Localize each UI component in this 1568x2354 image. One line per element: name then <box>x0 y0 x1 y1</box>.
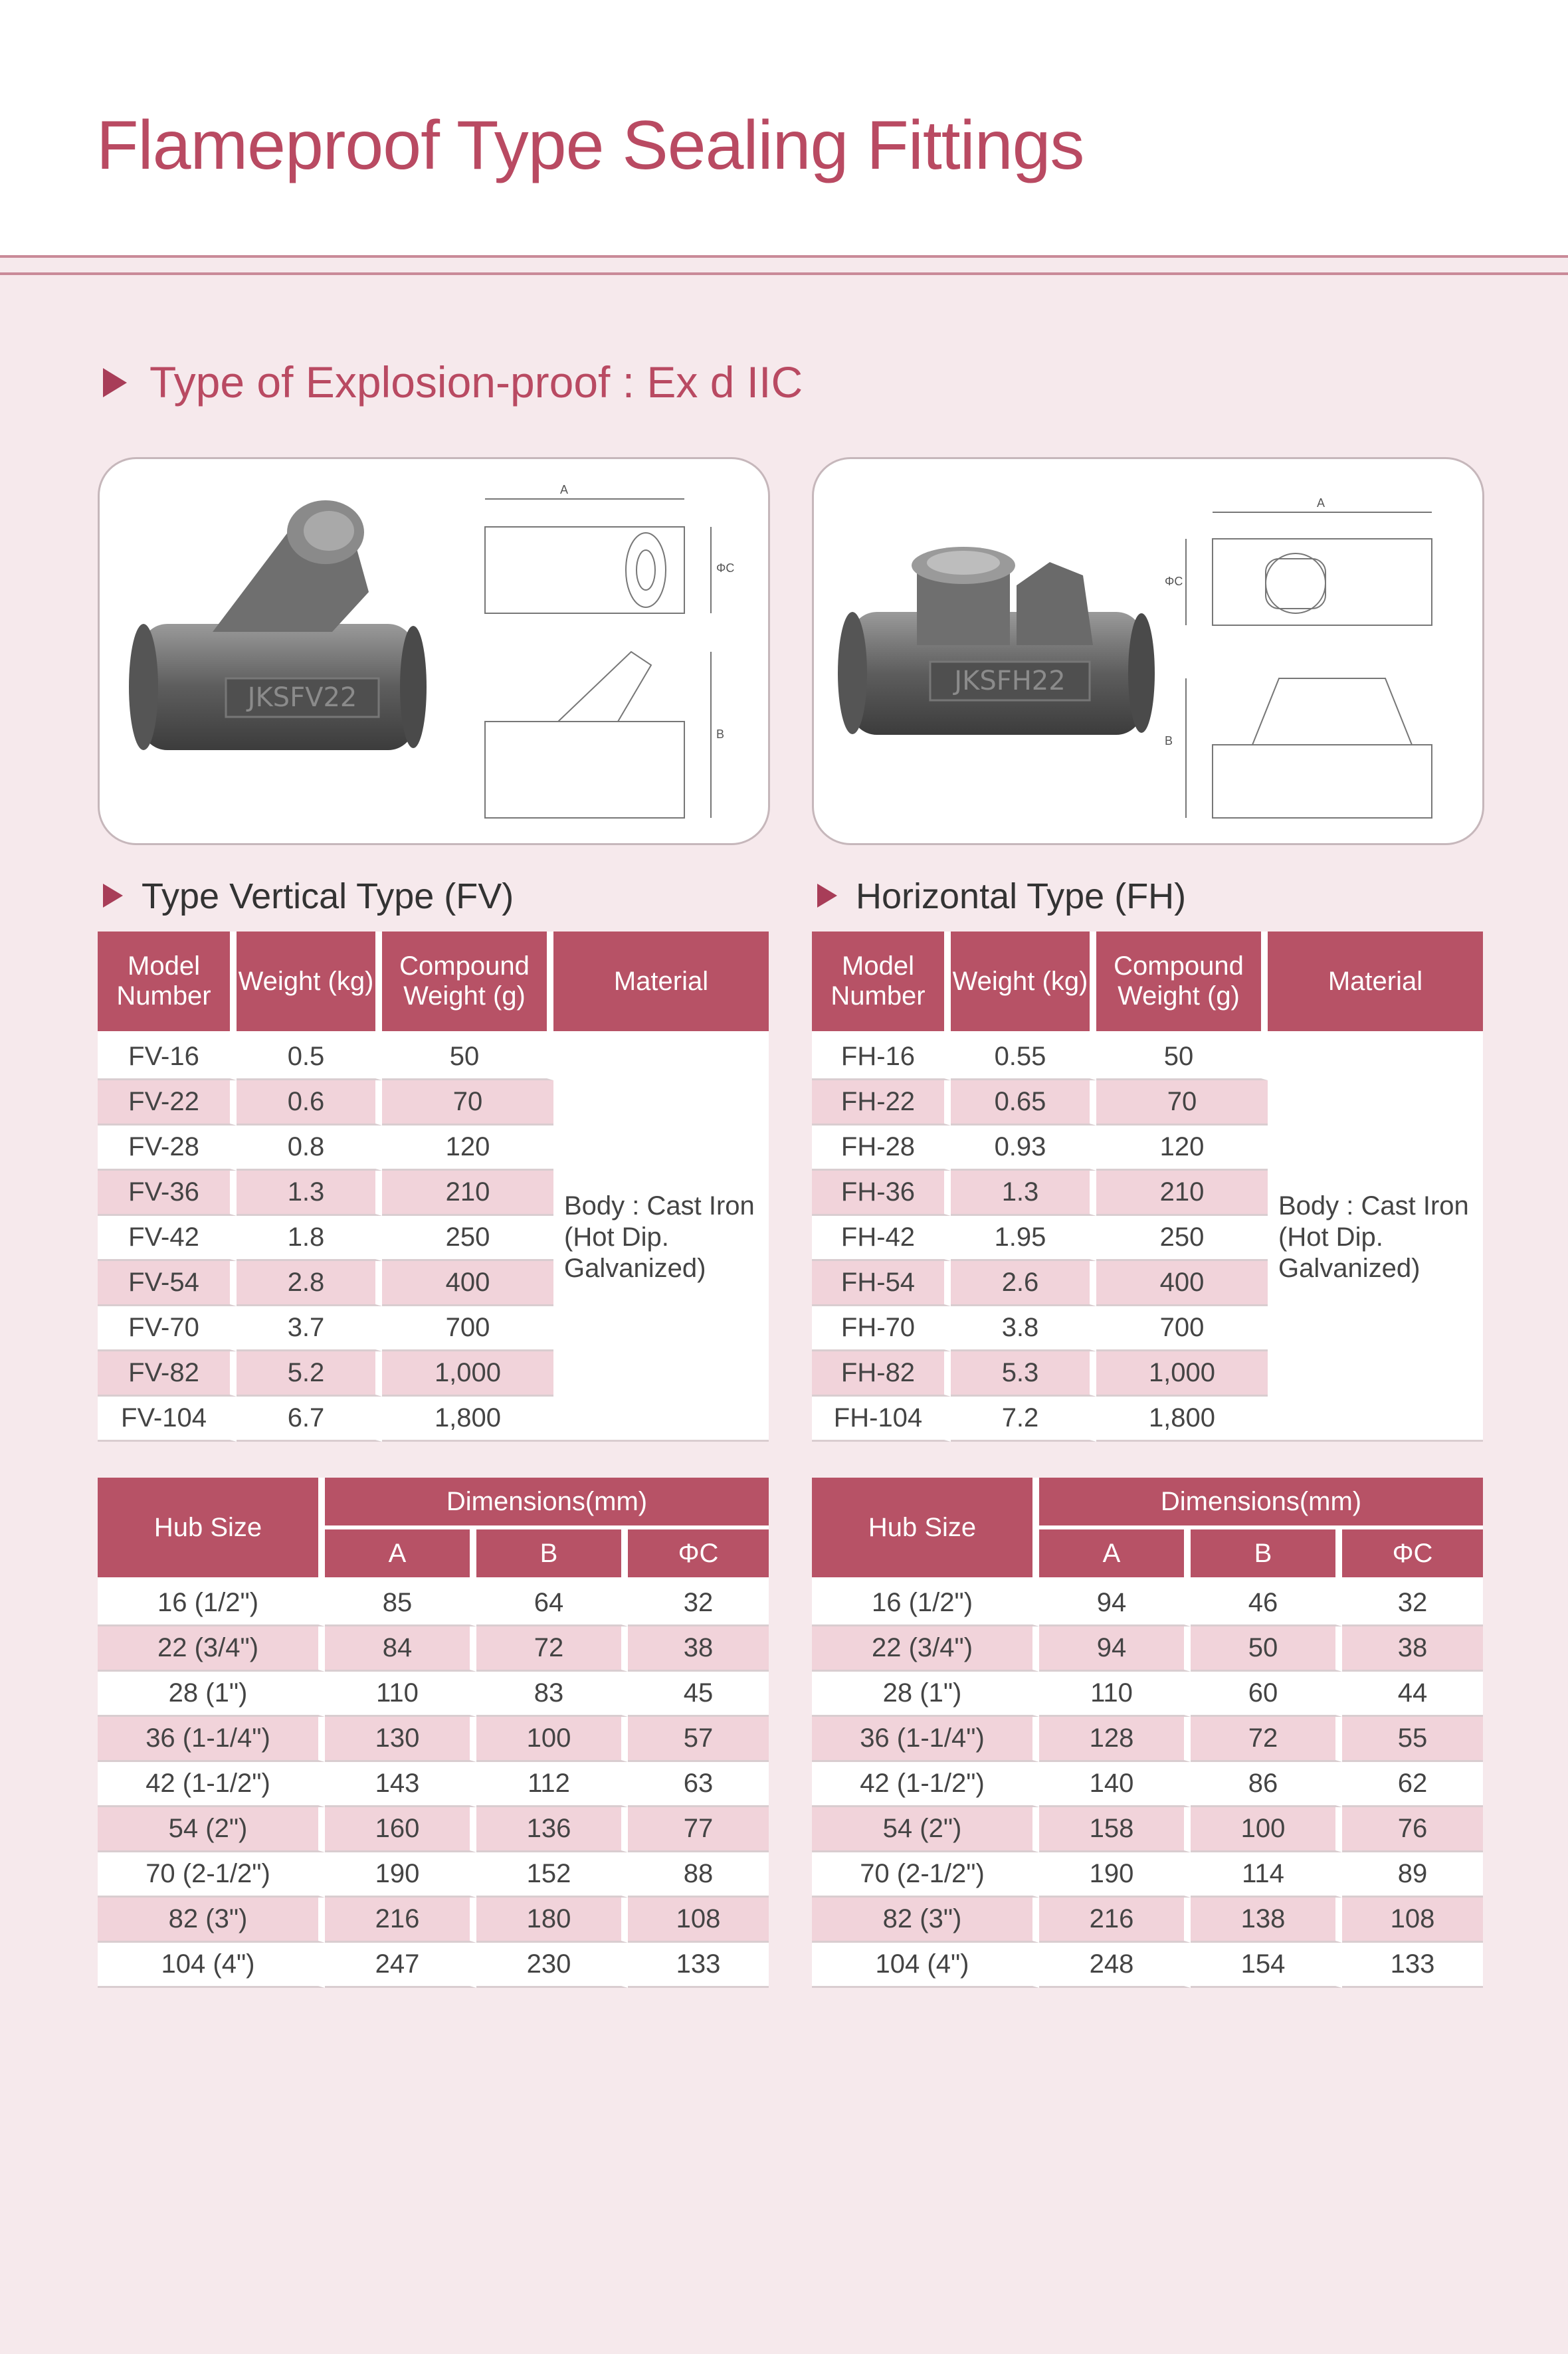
col-header-model: Model Number <box>98 932 237 1035</box>
dim-c-cell: 76 <box>1342 1807 1483 1852</box>
compound-cell: 70 <box>382 1080 553 1126</box>
fh-dimension-drawing <box>1165 496 1432 818</box>
dim-c-cell: 88 <box>628 1852 769 1898</box>
material-cell: Body : Cast Iron (Hot Dip. Galvanized) <box>553 1035 769 1442</box>
model-cell: FH-16 <box>812 1035 951 1080</box>
compound-cell: 1,800 <box>382 1397 553 1442</box>
dim-b-cell: 46 <box>1191 1581 1342 1626</box>
col-header-dimensions: Dimensions(mm) <box>325 1478 769 1529</box>
compound-cell: 1,800 <box>1096 1397 1268 1442</box>
weight-cell: 1.8 <box>237 1216 382 1261</box>
dim-a-cell: 94 <box>1039 1581 1191 1626</box>
model-cell: FV-16 <box>98 1035 237 1080</box>
col-header-dimensions: Dimensions(mm) <box>1039 1478 1483 1529</box>
svg-text:A: A <box>560 483 569 496</box>
col-header-hub-size: Hub Size <box>812 1478 1039 1581</box>
model-cell: FV-42 <box>98 1216 237 1261</box>
dim-c-cell: 32 <box>628 1581 769 1626</box>
dim-b-cell: 152 <box>476 1852 628 1898</box>
col-header-a: A <box>1039 1529 1191 1581</box>
compound-cell: 1,000 <box>1096 1351 1268 1397</box>
dim-b-cell: 136 <box>476 1807 628 1852</box>
table-row <box>98 1943 769 1988</box>
table-row <box>98 1581 769 1626</box>
dim-c-cell: 38 <box>1342 1626 1483 1672</box>
svg-text:JKSFH22: JKSFH22 <box>954 666 1066 696</box>
dim-c-cell: 62 <box>1342 1762 1483 1807</box>
model-cell: FH-36 <box>812 1171 951 1216</box>
hub-size-cell: 28 (1") <box>98 1672 325 1717</box>
triangle-bullet-icon <box>103 884 123 908</box>
col-header-c: ΦC <box>628 1529 769 1581</box>
dim-b-cell: 64 <box>476 1581 628 1626</box>
fv-spec-table <box>98 932 769 1442</box>
col-header-material: Material <box>1268 932 1483 1035</box>
model-cell: FH-28 <box>812 1126 951 1171</box>
model-cell: FV-36 <box>98 1171 237 1216</box>
model-cell: FH-70 <box>812 1306 951 1351</box>
dim-c-cell: 45 <box>628 1672 769 1717</box>
hub-size-cell: 36 (1-1/4") <box>98 1717 325 1762</box>
compound-cell: 400 <box>1096 1261 1268 1306</box>
triangle-bullet-icon <box>103 368 127 397</box>
col-header-a: A <box>325 1529 476 1581</box>
dim-a-cell: 190 <box>1039 1852 1191 1898</box>
dim-c-cell: 133 <box>1342 1943 1483 1988</box>
dim-a-cell: 130 <box>325 1717 476 1762</box>
dim-a-cell: 110 <box>325 1672 476 1717</box>
svg-text:ΦC: ΦC <box>716 561 735 575</box>
weight-cell: 0.93 <box>951 1126 1096 1171</box>
hub-size-cell: 54 (2") <box>812 1807 1039 1852</box>
dim-a-cell: 140 <box>1039 1762 1191 1807</box>
table-row <box>812 1898 1483 1943</box>
dim-b-cell: 86 <box>1191 1762 1342 1807</box>
model-cell: FV-104 <box>98 1397 237 1442</box>
weight-cell: 1.95 <box>951 1216 1096 1261</box>
page-header <box>0 0 1568 255</box>
dim-a-cell: 143 <box>325 1762 476 1807</box>
weight-cell: 7.2 <box>951 1397 1096 1442</box>
fh-dimensions-table <box>812 1478 1483 1988</box>
hub-size-cell: 42 (1-1/2") <box>98 1762 325 1807</box>
weight-cell: 0.65 <box>951 1080 1096 1126</box>
table-row <box>812 1626 1483 1672</box>
model-cell: FV-70 <box>98 1306 237 1351</box>
compound-cell: 700 <box>1096 1306 1268 1351</box>
weight-cell: 6.7 <box>237 1397 382 1442</box>
weight-cell: 0.8 <box>237 1126 382 1171</box>
fh-product-image-panel <box>812 457 1484 845</box>
hub-size-cell: 82 (3") <box>98 1898 325 1943</box>
svg-text:ΦC: ΦC <box>1165 575 1183 588</box>
model-cell: FV-22 <box>98 1080 237 1126</box>
model-cell: FH-82 <box>812 1351 951 1397</box>
col-header-c: ΦC <box>1342 1529 1483 1581</box>
table-row <box>98 1717 769 1762</box>
weight-cell: 3.7 <box>237 1306 382 1351</box>
fh-spec-table <box>812 932 1483 1442</box>
dim-a-cell: 94 <box>1039 1626 1191 1672</box>
table-row <box>812 1717 1483 1762</box>
col-header-weight: Weight (kg) <box>951 932 1096 1035</box>
fv-dimensions-table <box>98 1478 769 1988</box>
col-header-weight: Weight (kg) <box>237 932 382 1035</box>
hub-size-cell: 22 (3/4") <box>812 1626 1039 1672</box>
col-header-compound: Compound Weight (g) <box>1096 932 1268 1035</box>
weight-cell: 2.8 <box>237 1261 382 1306</box>
dim-a-cell: 190 <box>325 1852 476 1898</box>
dim-c-cell: 57 <box>628 1717 769 1762</box>
compound-cell: 250 <box>382 1216 553 1261</box>
weight-cell: 5.2 <box>237 1351 382 1397</box>
dim-a-cell: 85 <box>325 1581 476 1626</box>
fv-product-image-panel <box>98 457 770 845</box>
hub-size-cell: 104 (4") <box>98 1943 325 1988</box>
dim-c-cell: 44 <box>1342 1672 1483 1717</box>
dim-a-cell: 128 <box>1039 1717 1191 1762</box>
dim-b-cell: 180 <box>476 1898 628 1943</box>
divider-line <box>0 255 1568 258</box>
hub-size-cell: 104 (4") <box>812 1943 1039 1988</box>
col-header-b: B <box>1191 1529 1342 1581</box>
compound-cell: 400 <box>382 1261 553 1306</box>
dim-c-cell: 108 <box>1342 1898 1483 1943</box>
model-cell: FV-54 <box>98 1261 237 1306</box>
dim-c-cell: 77 <box>628 1807 769 1852</box>
table-row <box>812 1672 1483 1717</box>
hub-size-cell: 82 (3") <box>812 1898 1039 1943</box>
section-heading-text: Type of Explosion-proof : Ex d IIC <box>149 357 803 407</box>
model-cell: FV-28 <box>98 1126 237 1171</box>
dim-b-cell: 50 <box>1191 1626 1342 1672</box>
table-row <box>812 1807 1483 1852</box>
weight-cell: 0.5 <box>237 1035 382 1080</box>
fv-subheading-text: Type Vertical Type (FV) <box>142 876 514 916</box>
weight-cell: 5.3 <box>951 1351 1096 1397</box>
model-cell: FH-54 <box>812 1261 951 1306</box>
compound-cell: 120 <box>1096 1126 1268 1171</box>
table-row <box>812 1762 1483 1807</box>
table-row <box>98 1807 769 1852</box>
compound-cell: 70 <box>1096 1080 1268 1126</box>
table-row <box>812 1581 1483 1626</box>
dim-c-cell: 38 <box>628 1626 769 1672</box>
fh-subheading <box>817 876 1186 917</box>
weight-cell: 3.8 <box>951 1306 1096 1351</box>
compound-cell: 210 <box>1096 1171 1268 1216</box>
fv-product-illustration <box>100 459 768 843</box>
fh-fitting-photo <box>838 547 1155 735</box>
dim-a-cell: 216 <box>1039 1898 1191 1943</box>
dim-b-cell: 83 <box>476 1672 628 1717</box>
fv-subheading <box>103 876 514 917</box>
model-cell: FH-22 <box>812 1080 951 1126</box>
hub-size-cell: 16 (1/2") <box>812 1581 1039 1626</box>
col-header-hub-size: Hub Size <box>98 1478 325 1581</box>
dim-c-cell: 63 <box>628 1762 769 1807</box>
divider-line <box>0 272 1568 275</box>
col-header-model: Model Number <box>812 932 951 1035</box>
weight-cell: 1.3 <box>951 1171 1096 1216</box>
dim-b-cell: 100 <box>476 1717 628 1762</box>
page-title: Flameproof Type Sealing Fittings <box>96 107 1084 184</box>
table-row <box>98 1852 769 1898</box>
table-row <box>812 1943 1483 1988</box>
dim-b-cell: 72 <box>476 1626 628 1672</box>
weight-cell: 0.6 <box>237 1080 382 1126</box>
table-row <box>98 1035 769 1080</box>
hub-size-cell: 22 (3/4") <box>98 1626 325 1672</box>
compound-cell: 120 <box>382 1126 553 1171</box>
table-row <box>812 1035 1483 1080</box>
model-cell: FV-82 <box>98 1351 237 1397</box>
model-cell: FH-104 <box>812 1397 951 1442</box>
dim-c-cell: 108 <box>628 1898 769 1943</box>
compound-cell: 50 <box>1096 1035 1268 1080</box>
col-header-b: B <box>476 1529 628 1581</box>
weight-cell: 0.55 <box>951 1035 1096 1080</box>
dim-c-cell: 32 <box>1342 1581 1483 1626</box>
dim-b-cell: 60 <box>1191 1672 1342 1717</box>
compound-cell: 210 <box>382 1171 553 1216</box>
hub-size-cell: 36 (1-1/4") <box>812 1717 1039 1762</box>
svg-text:B: B <box>1165 734 1173 747</box>
svg-text:B: B <box>716 728 725 741</box>
dim-b-cell: 100 <box>1191 1807 1342 1852</box>
col-header-material: Material <box>553 932 769 1035</box>
dim-c-cell: 89 <box>1342 1852 1483 1898</box>
weight-cell: 1.3 <box>237 1171 382 1216</box>
table-row <box>98 1762 769 1807</box>
hub-size-cell: 54 (2") <box>98 1807 325 1852</box>
svg-text:A: A <box>1317 496 1325 510</box>
triangle-bullet-icon <box>817 884 837 908</box>
compound-cell: 700 <box>382 1306 553 1351</box>
weight-cell: 2.6 <box>951 1261 1096 1306</box>
dim-b-cell: 138 <box>1191 1898 1342 1943</box>
dim-b-cell: 230 <box>476 1943 628 1988</box>
table-row <box>812 1852 1483 1898</box>
fv-dimension-drawing <box>485 483 734 818</box>
compound-cell: 1,000 <box>382 1351 553 1397</box>
dim-b-cell: 112 <box>476 1762 628 1807</box>
fh-product-illustration <box>814 459 1482 843</box>
model-cell: FH-42 <box>812 1216 951 1261</box>
svg-text:JKSFV22: JKSFV22 <box>247 682 357 713</box>
hub-size-cell: 70 (2-1/2") <box>812 1852 1039 1898</box>
dim-c-cell: 133 <box>628 1943 769 1988</box>
dim-a-cell: 216 <box>325 1898 476 1943</box>
hub-size-cell: 70 (2-1/2") <box>98 1852 325 1898</box>
table-row <box>98 1672 769 1717</box>
dim-b-cell: 154 <box>1191 1943 1342 1988</box>
table-row <box>98 1898 769 1943</box>
compound-cell: 250 <box>1096 1216 1268 1261</box>
dim-b-cell: 114 <box>1191 1852 1342 1898</box>
dim-a-cell: 248 <box>1039 1943 1191 1988</box>
dim-a-cell: 247 <box>325 1943 476 1988</box>
dim-c-cell: 55 <box>1342 1717 1483 1762</box>
section-heading <box>103 357 803 407</box>
dim-a-cell: 160 <box>325 1807 476 1852</box>
dim-b-cell: 72 <box>1191 1717 1342 1762</box>
dim-a-cell: 84 <box>325 1626 476 1672</box>
hub-size-cell: 28 (1") <box>812 1672 1039 1717</box>
fv-fitting-photo <box>129 500 427 750</box>
compound-cell: 50 <box>382 1035 553 1080</box>
table-row <box>98 1626 769 1672</box>
dim-a-cell: 158 <box>1039 1807 1191 1852</box>
hub-size-cell: 16 (1/2") <box>98 1581 325 1626</box>
dim-a-cell: 110 <box>1039 1672 1191 1717</box>
hub-size-cell: 42 (1-1/2") <box>812 1762 1039 1807</box>
fh-subheading-text: Horizontal Type (FH) <box>856 876 1187 916</box>
col-header-compound: Compound Weight (g) <box>382 932 553 1035</box>
material-cell: Body : Cast Iron (Hot Dip. Galvanized) <box>1268 1035 1483 1442</box>
